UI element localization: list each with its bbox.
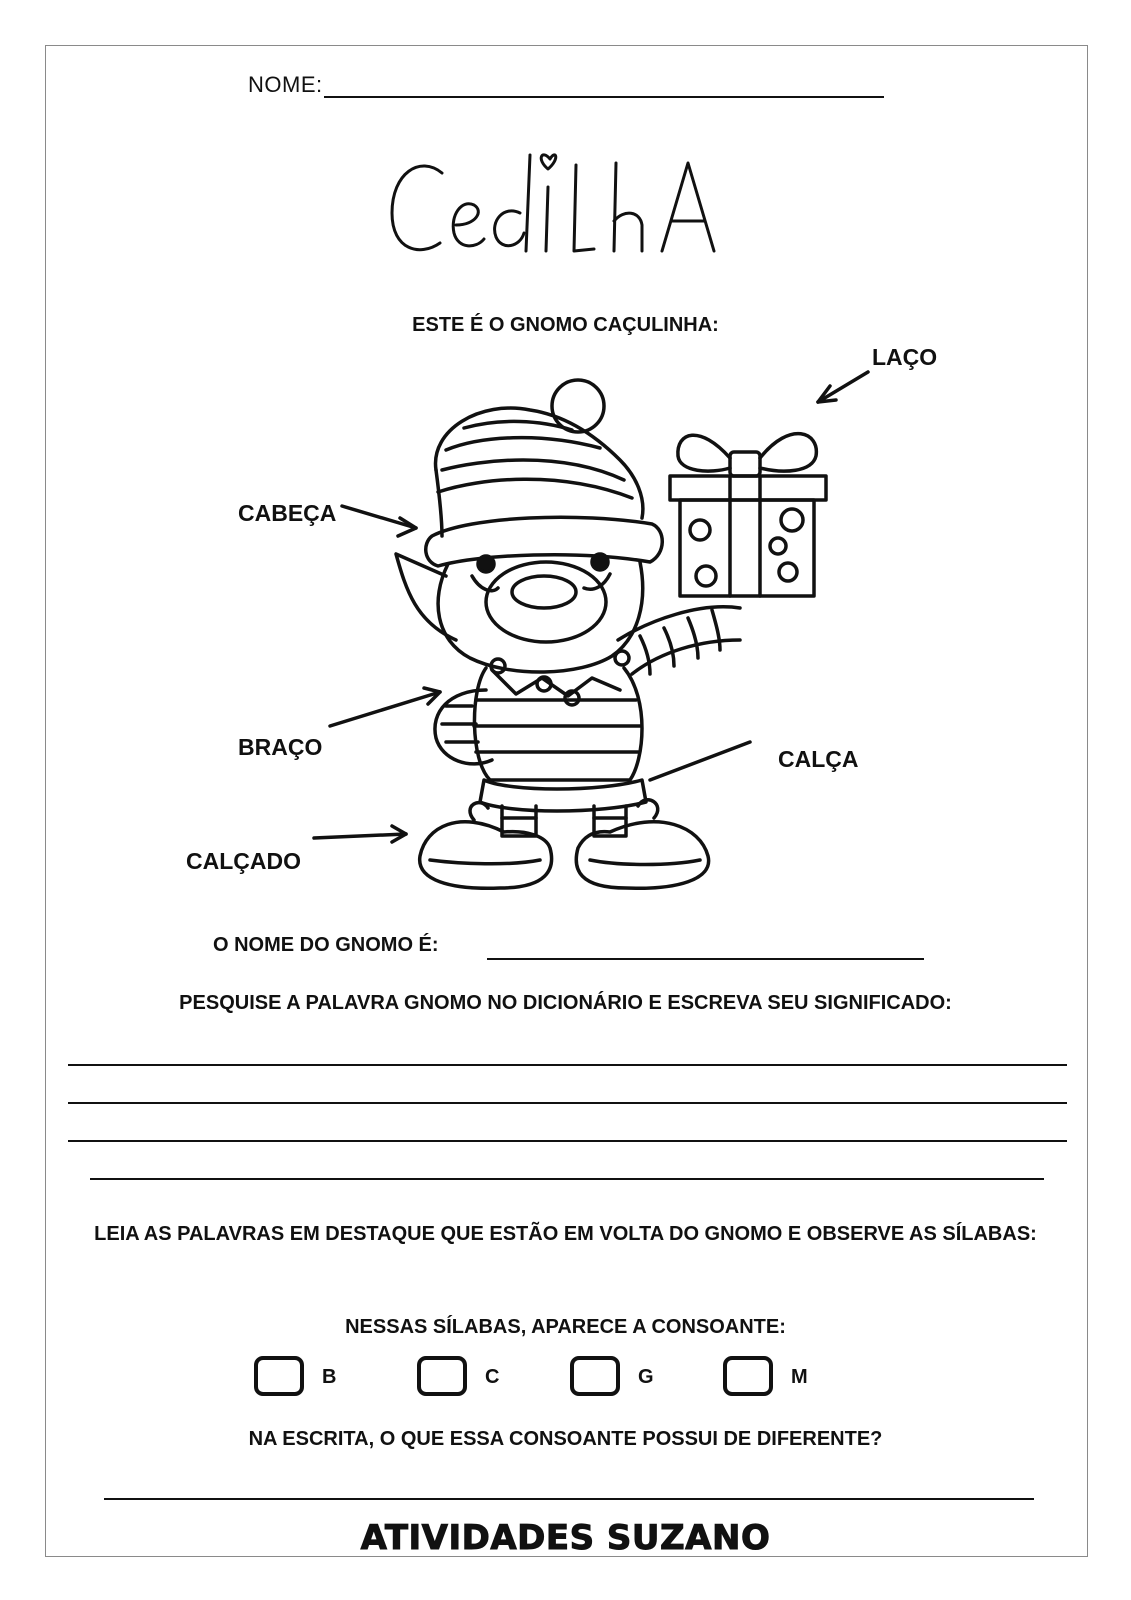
gnome-illustration (180, 340, 900, 920)
name-field[interactable] (324, 96, 884, 98)
option-m-label: M (791, 1366, 808, 1388)
difference-answer-line[interactable] (104, 1498, 1034, 1500)
answer-line-1[interactable] (68, 1064, 1067, 1066)
answer-line-2[interactable] (68, 1102, 1067, 1104)
gnome-name-field[interactable] (487, 958, 924, 960)
label-laco: LAÇO (872, 344, 938, 370)
label-braco: BRAÇO (238, 734, 323, 760)
label-cabeca: CABEÇA (238, 500, 337, 526)
footer-brand: ATIVIDADES SUZANO (360, 1518, 771, 1558)
answer-line-4[interactable] (90, 1178, 1044, 1180)
read-words-instruction: LEIA AS PALAVRAS EM DESTAQUE QUE ESTÃO EM VOLTA DO GNOMO E OBSERVE AS SÍLABAS: (94, 1223, 1037, 1245)
research-question: PESQUISE A PALAVRA GNOMO NO DICIONÁRIO E ESCREVA SEU SIGNIFICADO: (179, 992, 952, 1014)
label-calca: CALÇA (778, 746, 859, 772)
option-c[interactable] (417, 1356, 517, 1400)
gnome-name-question: O NOME DO GNOMO É: (213, 934, 439, 956)
intro-text: ESTE É O GNOMO CAÇULINHA: (412, 314, 719, 336)
option-b[interactable] (254, 1356, 354, 1400)
checkbox-g[interactable] (570, 1356, 620, 1396)
checkbox-m[interactable] (723, 1356, 773, 1396)
option-b-label: B (322, 1366, 337, 1388)
option-m[interactable] (723, 1356, 833, 1400)
checkbox-c[interactable] (417, 1356, 467, 1396)
title-cedilha-lettering (380, 125, 740, 265)
consonant-question: NESSAS SÍLABAS, APARECE A CONSOANTE: (345, 1316, 786, 1338)
name-label: NOME: (248, 72, 323, 97)
option-c-label: C (485, 1366, 500, 1388)
label-calcado: CALÇADO (186, 848, 301, 874)
option-g-label: G (638, 1366, 654, 1388)
option-g[interactable] (570, 1356, 670, 1400)
difference-question: NA ESCRITA, O QUE ESSA CONSOANTE POSSUI DE DIFERENTE? (248, 1428, 883, 1450)
checkbox-b[interactable] (254, 1356, 304, 1396)
answer-line-3[interactable] (68, 1140, 1067, 1142)
